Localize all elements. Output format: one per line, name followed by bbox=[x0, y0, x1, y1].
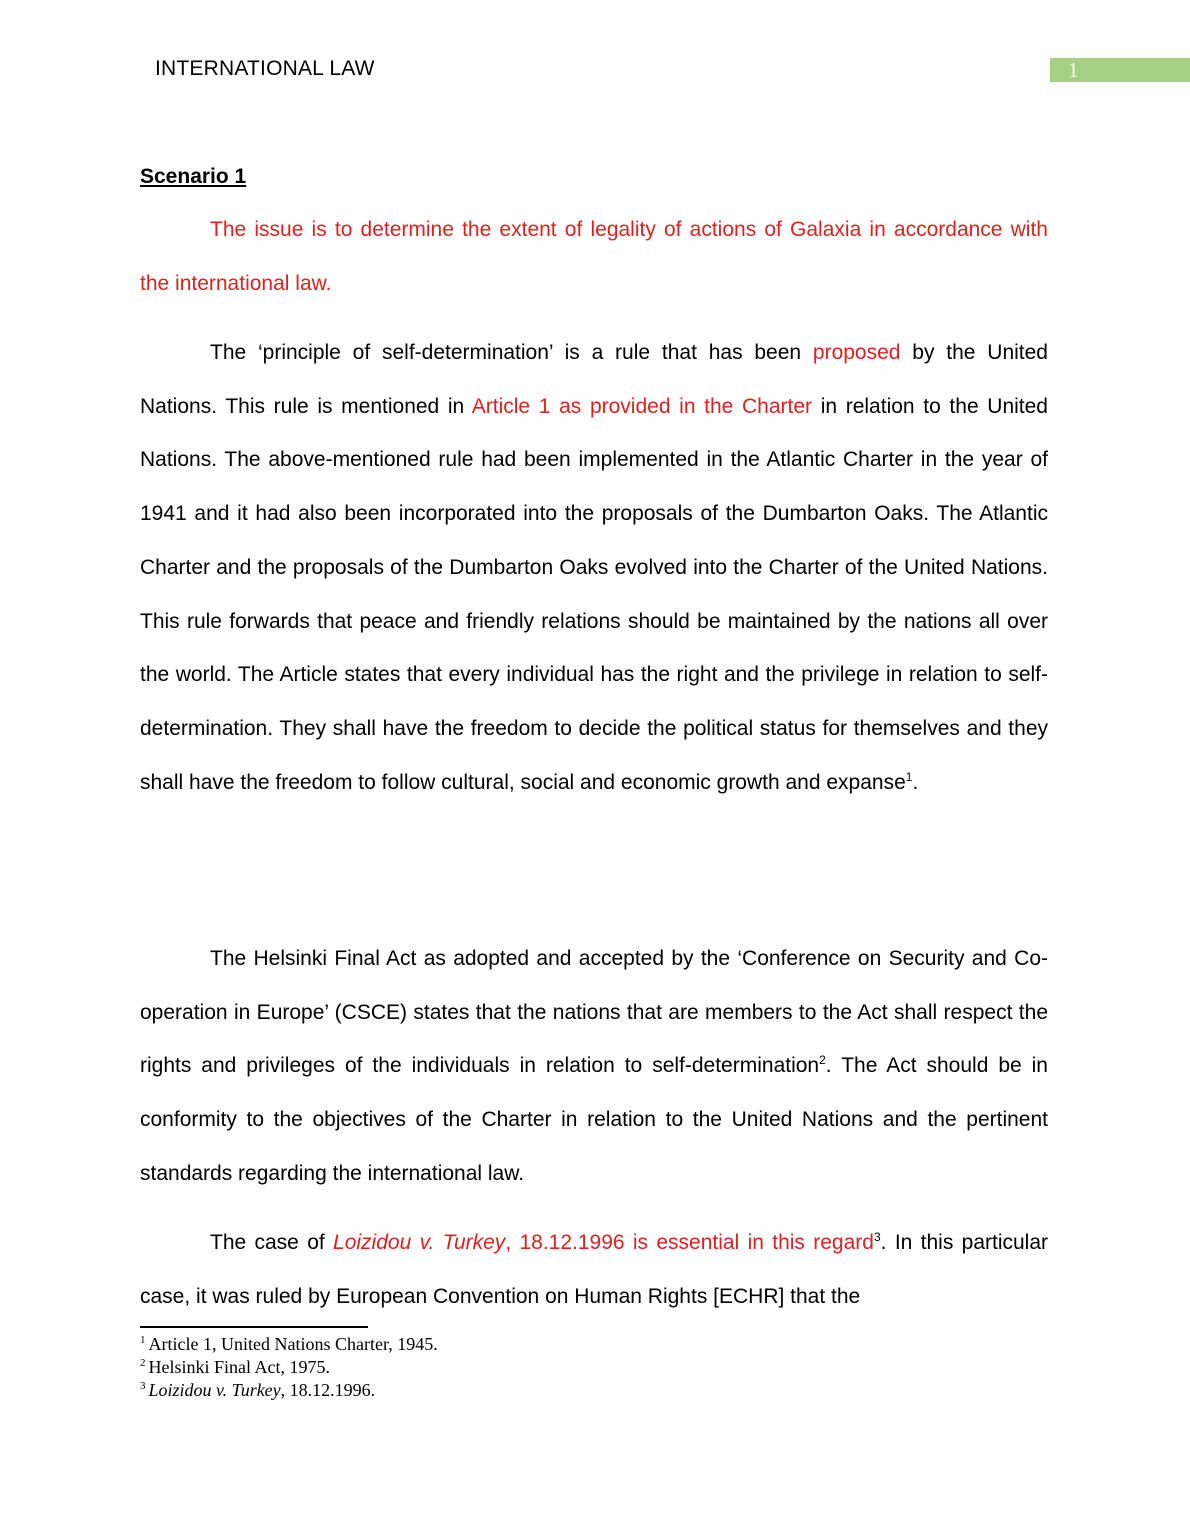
footnote-3 bbox=[140, 1379, 438, 1402]
footnote-separator bbox=[140, 1326, 368, 1328]
section-heading: Scenario 1 bbox=[140, 165, 247, 188]
p2-text-f: . bbox=[912, 770, 919, 794]
p2-text-e: in relation to the United Nations. The above-mentioned rule had been implemented in the Atlantic Charter in the year of 1941 and it had also been incorporated into the proposals of the Dumbarton Oaks. The Atlantic Charter and the proposals of the Dumbarton Oaks evolved into the Charter of the United Nations. This rule forwards that peace and friendly relations should be maintained by the nations all over the world. The Article states that every individual has the right and the privilege in relation to self-determination. They shall have the freedom to decide the political status for themselves and they shall have the freedom to follow cultural, social and economic growth and expanse bbox=[140, 394, 1048, 794]
p3-text-a: The Helsinki Final Act as adopted and accepted by the ‘Conference on Security and Co-operation in Europe’ (CSCE) states that the nations that are members to the Act shall respect the rights and privileges of the individuals in relation to self-determination bbox=[140, 947, 1048, 1078]
footnote-3-text: , 18.12.1996. bbox=[280, 1380, 376, 1400]
paragraph-issue: The issue is to determine the extent of legality of actions of Galaxia in accordance with the international law. bbox=[140, 218, 1048, 295]
footnote-3-number: 3 bbox=[140, 1380, 146, 1392]
footnote-1-number: 1 bbox=[140, 1334, 146, 1346]
footnote-ref-3[interactable]: 3 bbox=[873, 1230, 881, 1244]
p2-text-c: by the United Nations. This rule is mentioned in bbox=[140, 341, 1048, 418]
p2-text-a: The ‘principle of self-determination’ is a rule that has been bbox=[210, 341, 813, 364]
footnotes bbox=[140, 1333, 438, 1402]
p3-text-b: . The Act should be in conformity to the objectives of the Charter in relation to the United Nations and the pertinent standards regarding the international law. bbox=[140, 1054, 1048, 1185]
footnote-2 bbox=[140, 1356, 438, 1379]
footnote-2-text: Helsinki Final Act, 1975. bbox=[148, 1357, 330, 1377]
p4-case-name: Loizidou v. Turkey bbox=[333, 1231, 506, 1254]
p4-text-a: The case of bbox=[210, 1231, 334, 1254]
footnote-3-case-name: Loizidou v. Turkey bbox=[148, 1380, 281, 1400]
page-number: 1 bbox=[1068, 58, 1079, 82]
footnote-2-number: 2 bbox=[140, 1357, 146, 1369]
footnote-ref-1[interactable]: 1 bbox=[905, 769, 913, 784]
p4-text-d: . In this particular case, it was ruled by European Convention on Human Rights [ECHR] that the bbox=[140, 1231, 1049, 1308]
p2-highlight-article: Article 1 as provided in the Charter bbox=[471, 394, 813, 418]
paragraph-self-determination bbox=[140, 326, 1048, 809]
footnote-ref-2[interactable]: 2 bbox=[819, 1053, 826, 1068]
header-title: INTERNATIONAL LAW bbox=[155, 57, 375, 80]
p2-highlight-proposed: proposed bbox=[812, 341, 901, 364]
page-number-bar bbox=[1050, 58, 1190, 82]
footnote-1-text: Article 1, United Nations Charter, 1945. bbox=[148, 1334, 438, 1354]
paragraph-helsinki bbox=[140, 932, 1048, 1201]
paragraph-loizidou bbox=[140, 1216, 1048, 1323]
p4-highlight-date: , 18.12.1996 is essential in this regard bbox=[505, 1231, 874, 1254]
footnote-1 bbox=[140, 1333, 438, 1356]
